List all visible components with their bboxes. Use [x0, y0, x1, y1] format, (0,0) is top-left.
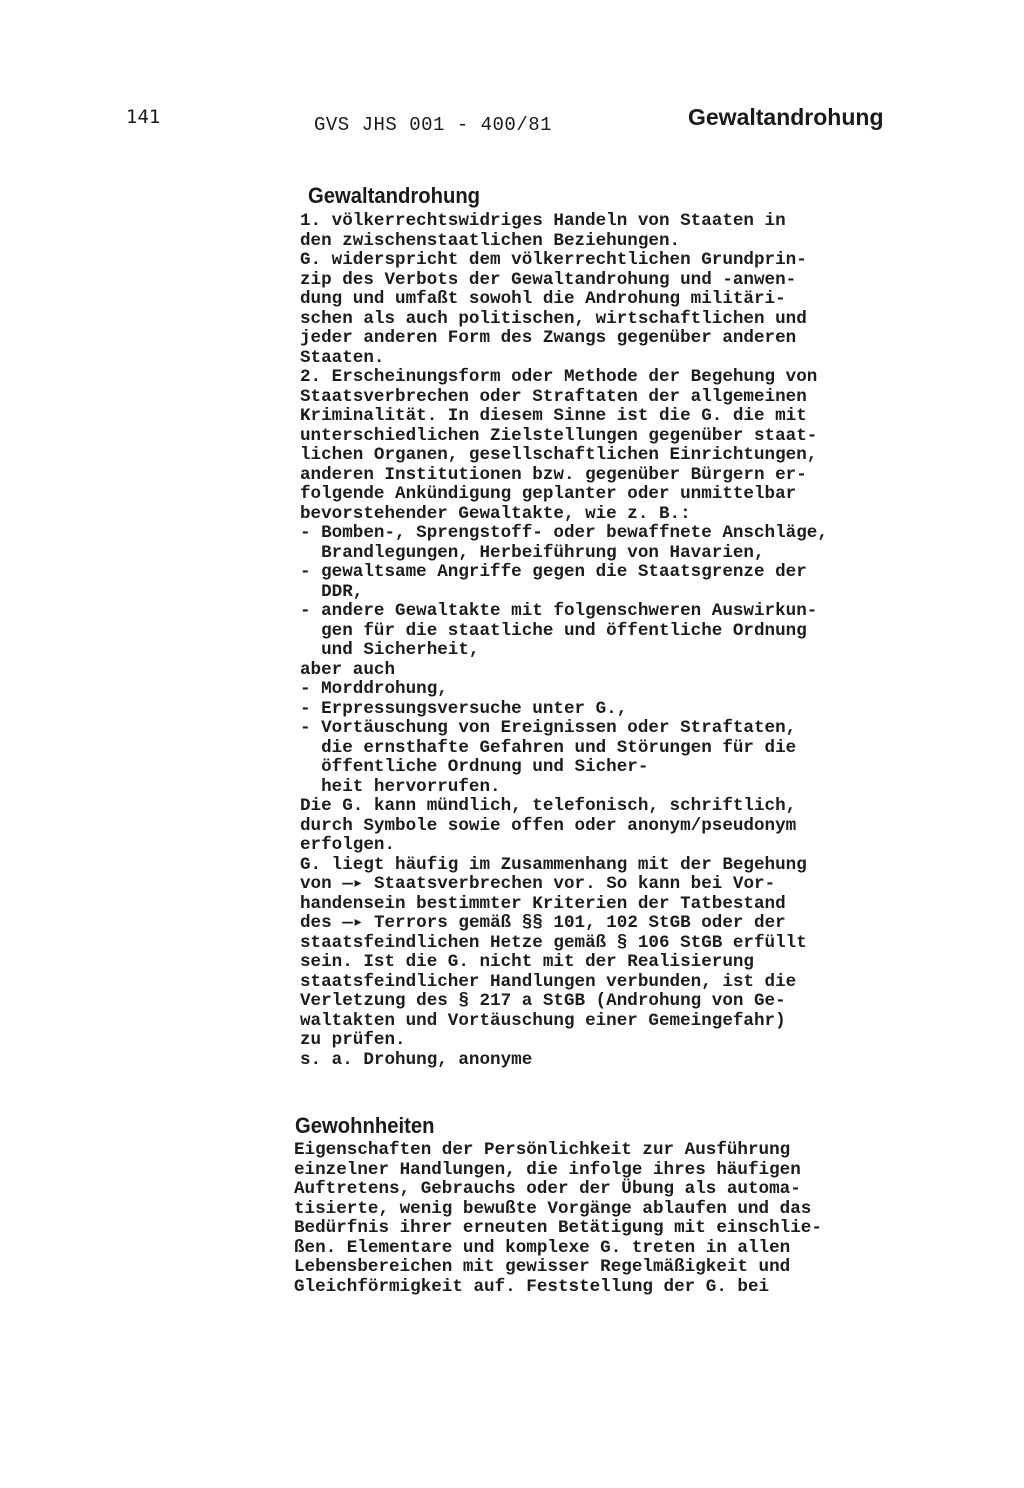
text-line: unterschiedlichen Zielstellungen gegenüber staat- [300, 425, 818, 446]
text-line: ßen. Elementare und komplexe G. treten in allen [294, 1237, 791, 1258]
text-line: lichen Organen, gesellschaftlichen Einrichtungen, [300, 445, 818, 465]
entry-body-gewaltandrohung [300, 212, 828, 1070]
text-line: des —▸ Terrors gemäß §§ 101, 102 StGB oder der [300, 913, 786, 933]
text-line: bevorstehender Gewaltakte, wie z. B.: [300, 503, 691, 524]
entry-heading-gewohnheiten: Gewohnheiten [295, 1113, 435, 1138]
text-line: schen als auch politischen, wirtschaftlichen und [300, 308, 807, 329]
text-line: öffentliche Ordnung und Sicher- [300, 757, 649, 777]
text-line: - gewaltsame Angriffe gegen die Staatsgrenze der [300, 562, 807, 582]
entry-body-gewohnheiten [294, 1141, 822, 1297]
text-line: zip des Verbots der Gewaltandrohung und -anwen- [300, 269, 797, 290]
text-line: 1. völkerrechtswidriges Handeln von Staaten in [300, 211, 786, 231]
text-line: und Sicherheit, [300, 640, 480, 660]
text-line: staatsfeindlichen Hetze gemäß § 106 StGB erfüllt [300, 932, 807, 953]
text-line: Staaten. [300, 347, 385, 368]
text-line: die ernsthafte Gefahren und Störungen für die [300, 737, 797, 758]
text-line: tisierte, wenig bewußte Vorgänge ablaufen und das [294, 1198, 812, 1219]
text-line: erfolgen. [300, 835, 396, 855]
text-line: von —▸ Staatsverbrechen vor. So kann bei Vor- [300, 874, 776, 894]
text-line: DDR, [300, 581, 364, 602]
text-line: heit hervorrufen. [300, 776, 501, 797]
text-line: Lebensbereichen mit gewisser Regelmäßigkeit und [294, 1257, 791, 1277]
text-line: Auftretens, Gebrauchs oder der Übung als automa- [294, 1179, 801, 1199]
text-line: Eigenschaften der Persönlichkeit zur Ausführung [294, 1140, 791, 1160]
text-line: den zwischenstaatlichen Beziehungen. [300, 230, 681, 251]
text-line: Staatsverbrechen oder Straftaten der allgemeinen [300, 386, 807, 407]
text-line: Verletzung des § 217 a StGB (Androhung von Ge- [300, 991, 786, 1011]
text-line: Gleichförmigkeit auf. Feststellung der G. bei [294, 1276, 770, 1297]
text-line: Brandlegungen, Herbeiführung von Havarien, [300, 542, 765, 563]
text-line: aber auch [300, 659, 396, 680]
text-line: handensein bestimmter Kriterien der Tatbestand [300, 893, 786, 914]
text-line: - Morddrohung, [300, 679, 448, 699]
text-line: einzelner Handlungen, die infolge ihres häufigen [294, 1159, 801, 1180]
text-line: - andere Gewaltakte mit folgenschweren Auswirkun- [300, 601, 818, 621]
entry-heading-gewaltandrohung: Gewaltandrohung [308, 183, 481, 208]
text-line: waltakten und Vortäuschung einer Gemeingefahr) [300, 1010, 786, 1031]
text-line: Kriminalität. In diesem Sinne ist die G. die mit [300, 406, 807, 426]
document-reference: GVS JHS 001 - 400/81 [314, 114, 553, 136]
text-line: gen für die staatliche und öffentliche Ordnung [300, 620, 807, 641]
text-line: s. a. Drohung, anonyme [300, 1049, 533, 1070]
text-line: 2. Erscheinungsform oder Methode der Begehung von [300, 367, 818, 387]
text-line: dung und umfaßt sowohl die Androhung militäri- [300, 289, 786, 309]
text-line: durch Symbole sowie offen oder anonym/pseudonym [300, 815, 797, 836]
page-number: 141 [126, 106, 161, 128]
text-line: jeder anderen Form des Zwangs gegenüber anderen [300, 328, 797, 348]
text-line: - Vortäuschung von Ereignissen oder Straftaten, [300, 718, 797, 738]
text-line: Bedürfnis ihrer erneuten Betätigung mit einschlie- [294, 1218, 822, 1238]
text-line: anderen Institutionen bzw. gegenüber Bürgern er- [300, 464, 807, 485]
text-line: Die G. kann mündlich, telefonisch, schriftlich, [300, 796, 797, 816]
text-line: folgende Ankündigung geplanter oder unmittelbar [300, 484, 797, 504]
text-line: G. liegt häufig im Zusammenhang mit der Begehung [300, 854, 807, 875]
text-line: G. widerspricht dem völkerrechtlichen Grundprin- [300, 250, 807, 270]
text-line: staatsfeindlicher Handlungen verbunden, ist die [300, 971, 797, 992]
text-line: - Bomben-, Sprengstoff- oder bewaffnete Anschläge, [300, 523, 828, 543]
running-header-title: Gewaltandrohung [688, 104, 884, 130]
text-line: zu prüfen. [300, 1030, 406, 1050]
text-line: - Erpressungsversuche unter G., [300, 698, 628, 719]
text-line: sein. Ist die G. nicht mit der Realisierung [300, 952, 754, 972]
